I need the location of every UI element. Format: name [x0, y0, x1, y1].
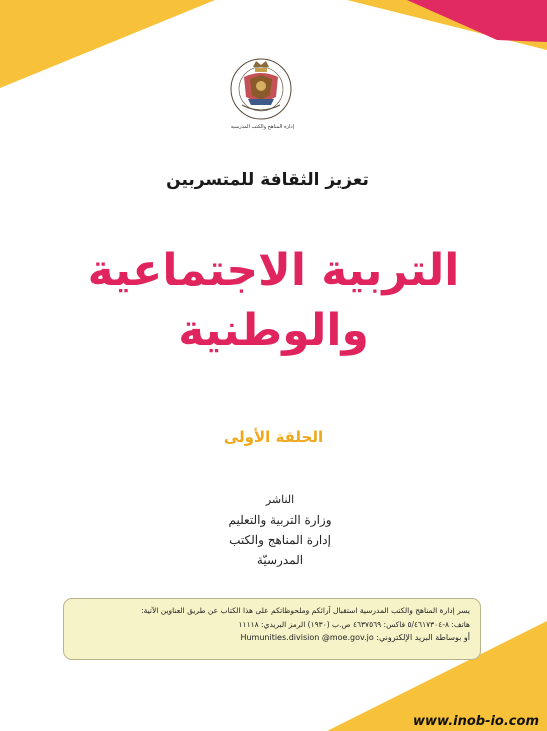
publisher-ministry: وزارة التربية والتعليم	[228, 513, 332, 527]
contact-info-box	[63, 598, 481, 660]
contact-intro: يسر إدارة المناهج والكتب المدرسية استقبال آرائكم وملحوظاتكم على هذا الكتاب عن طريق العناوين الآتية:	[141, 606, 470, 615]
cycle-label: الحلقة الأولى	[223, 428, 324, 446]
contact-phone-line: هاتف: ٨-٥/٤٦١٧٣٠٤ فاكس: ٤٦٣٧٥٦٩ ص.ب (١٩٣٠) الرمز البريدي: ١١١١٨	[238, 619, 470, 629]
publisher-department: إدارة المناهج والكتب المدرسيّة	[229, 533, 331, 567]
top-left-yellow-triangle	[0, 0, 220, 90]
website-watermark: www.inob-io.com	[413, 714, 539, 729]
publisher-label: الناشر	[265, 493, 295, 506]
top-right-decor-shapes	[307, 0, 547, 70]
logo-caption: إدارة المناهج والكتب المدرسية	[230, 124, 294, 130]
book-title-line-1: التربية الاجتماعية	[87, 245, 460, 296]
cover-subtitle: تعزيز الثقافة للمتسربين	[166, 170, 369, 190]
ministry-logo	[222, 55, 300, 123]
jordan-coat-of-arms-icon	[224, 55, 298, 123]
book-title-line-2: والوطنية	[178, 305, 369, 356]
contact-email-line: أو بوساطة البريد الإلكتروني: Humunities.division @moe.gov.jo	[240, 633, 470, 642]
publisher-block	[210, 490, 350, 570]
